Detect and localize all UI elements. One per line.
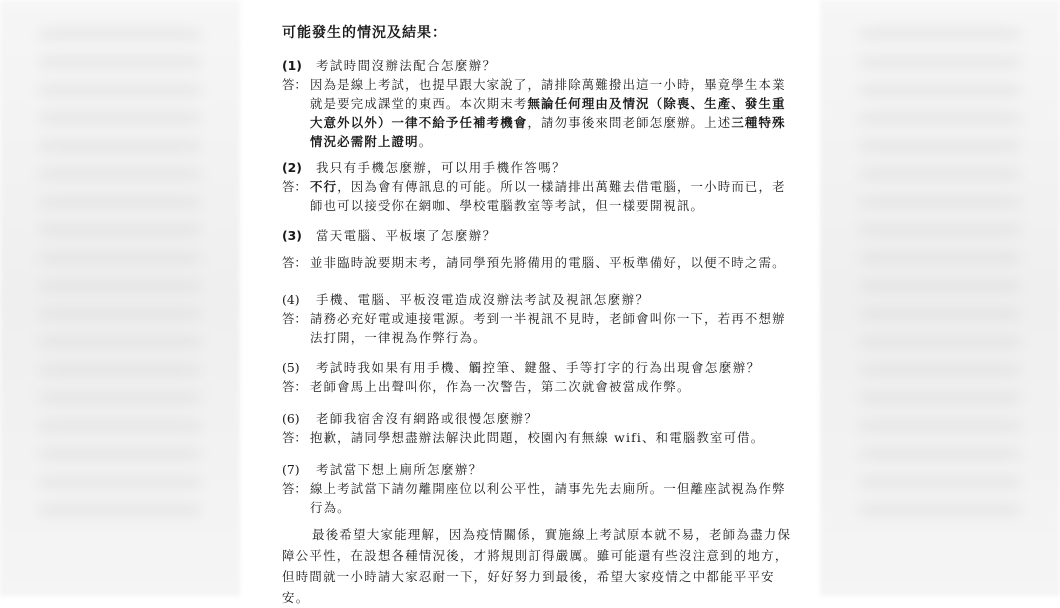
faq-item-4	[282, 290, 796, 347]
question-number: (4)	[282, 292, 300, 307]
blurred-background-left	[0, 0, 240, 596]
answer-label: 答：	[282, 430, 307, 445]
question-text: 當天電腦、平板壞了怎麼辦？	[316, 228, 497, 243]
faq-item-1	[282, 56, 796, 151]
answer-text: 並非臨時說要期末考，請同學預先將備用的電腦、平板準備好，以便不時之需。	[310, 255, 786, 270]
question-number: (2)	[282, 160, 302, 175]
question-number: (1)	[282, 58, 302, 73]
question-text: 我只有手機怎麼辦，可以用手機作答嗎？	[316, 160, 567, 175]
answer-text: 因為是線上考試，也提早跟大家說了，請排除萬難撥出這一小時，畢竟學生本業就是要完成課堂的東西。本次期末考無論任何理由及情況（除喪、生產、發生重大意外以外）一律不給予任補考機會，請勿事後來問老師怎麼辦。上述三種特殊情況必需附上證明。	[310, 77, 786, 149]
question-text: 考試時我如果有用手機、觸控筆、鍵盤、手等打字的行為出現會怎麼辦？	[316, 360, 761, 375]
answer-label: 答：	[282, 77, 307, 92]
faq-item-6	[282, 409, 796, 447]
faq-item-7	[282, 460, 796, 517]
answer-label: 答：	[282, 379, 307, 394]
answer-text: 線上考試當下請勿離開座位以利公平性，請事先先去廁所。一但離座試視為作弊行為。	[310, 481, 786, 515]
answer-text: 不行，因為會有傳訊息的可能。所以一樣請排出萬難去借電腦，一小時而已，老師也可以接受你在網咖、學校電腦教室等考試，但一樣要開視訊。	[310, 179, 786, 213]
question-number: (7)	[282, 462, 300, 477]
answer-label: 答：	[282, 255, 307, 270]
faq-item-2	[282, 158, 796, 215]
question-number: (3)	[282, 228, 302, 243]
closing-paragraph: 最後希望大家能理解，因為疫情關係，實施線上考試原本就不易，老師為盡力保障公平性，在設想各種情況後，才將規則訂得嚴厲。雖可能還有些沒注意到的地方，但時間就一小時請大家忍耐一下，好好努力到最後，希望大家疫情之中都能平平安安。	[282, 527, 792, 605]
question-text: 老師我宿舍沒有網路或很慢怎麼辦？	[316, 411, 539, 426]
document-title: 可能發生的情況及結果：	[282, 25, 447, 41]
question-number: (6)	[282, 411, 300, 426]
answer-label: 答：	[282, 179, 307, 194]
blurred-background-right	[820, 0, 1060, 596]
answer-text: 請務必充好電或連接電源。考到一半視訊不見時，老師會叫你一下，若再不想辦法打開，一律視為作弊行為。	[310, 311, 786, 345]
answer-emphasis: 無論任何理由及情況（除喪、生產、發生重大意外以外）一律不給予任補考機會	[310, 96, 786, 130]
answer-emphasis: 不行	[310, 179, 338, 194]
question-number: (5)	[282, 360, 300, 375]
answer-label: 答：	[282, 311, 307, 326]
document-page	[252, 0, 808, 605]
question-text: 考試當下想上廁所怎麼辦？	[316, 462, 483, 477]
question-text: 考試時間沒辦法配合怎麼辦？	[316, 58, 497, 73]
faq-item-5	[282, 358, 796, 396]
faq-item-3	[282, 226, 796, 272]
answer-emphasis: 三種特殊情況必需附上證明	[310, 115, 786, 149]
answer-text: 老師會馬上出聲叫你，作為一次警告，第二次就會被當成作弊。	[310, 379, 691, 394]
answer-text: 抱歉，請同學想盡辦法解決此問題，校園內有無線 wifi、和電腦教室可借。	[310, 430, 765, 445]
question-text: 手機、電腦、平板沒電造成沒辦法考試及視訊怎麼辦？	[316, 292, 650, 307]
answer-label: 答：	[282, 481, 307, 496]
